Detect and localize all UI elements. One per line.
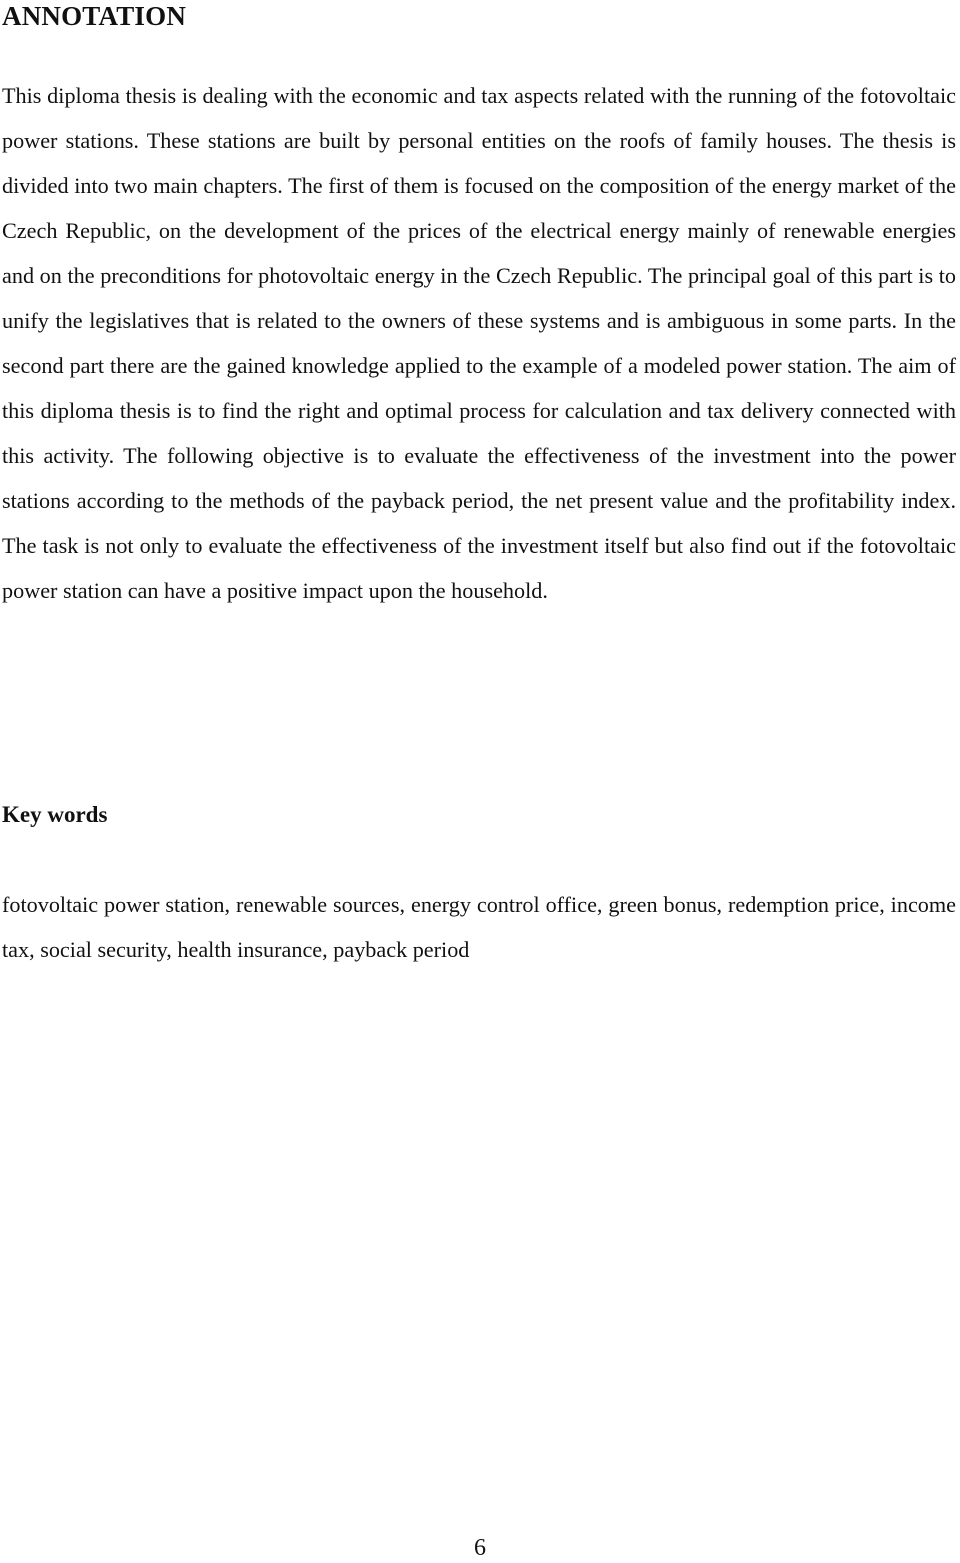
keywords-heading: Key words [2, 802, 108, 827]
abstract-paragraph: This diploma thesis is dealing with the economic and tax aspects related with the running of the fotovoltaic power stations. These stations are built by personal entities on the roofs of family houses. The thesis is divided into two main chapters. The first of them is focused on the composition of the energy market of the Czech Republic, on the development of the prices of the electrical energy mainly of renewable energies and on the preconditions for photovoltaic energy in the Czech Republic. The principal goal of this part is to unify the legislatives that is related to the owners of these systems and is ambiguous in some parts. In the second part there are the gained knowledge applied to the example of a modeled power station. The aim of this diploma thesis is to find the right and optimal process for calculation and tax delivery connected with this activity. The following objective is to evaluate the effectiveness of the investment into the power stations according to the methods of the payback period, the net present value and the profitability index. The task is not only to evaluate the effectiveness of the investment itself but also find out if the fotovoltaic power station can have a positive impact upon the household. [2, 83, 956, 603]
page-number: 6 [474, 1535, 486, 1561]
keywords-paragraph: fotovoltaic power station, renewable sources, energy control office, green bonus, redemption price, income tax, social security, health insurance, payback period [2, 892, 956, 962]
page-title: ANNOTATION [2, 1, 187, 31]
